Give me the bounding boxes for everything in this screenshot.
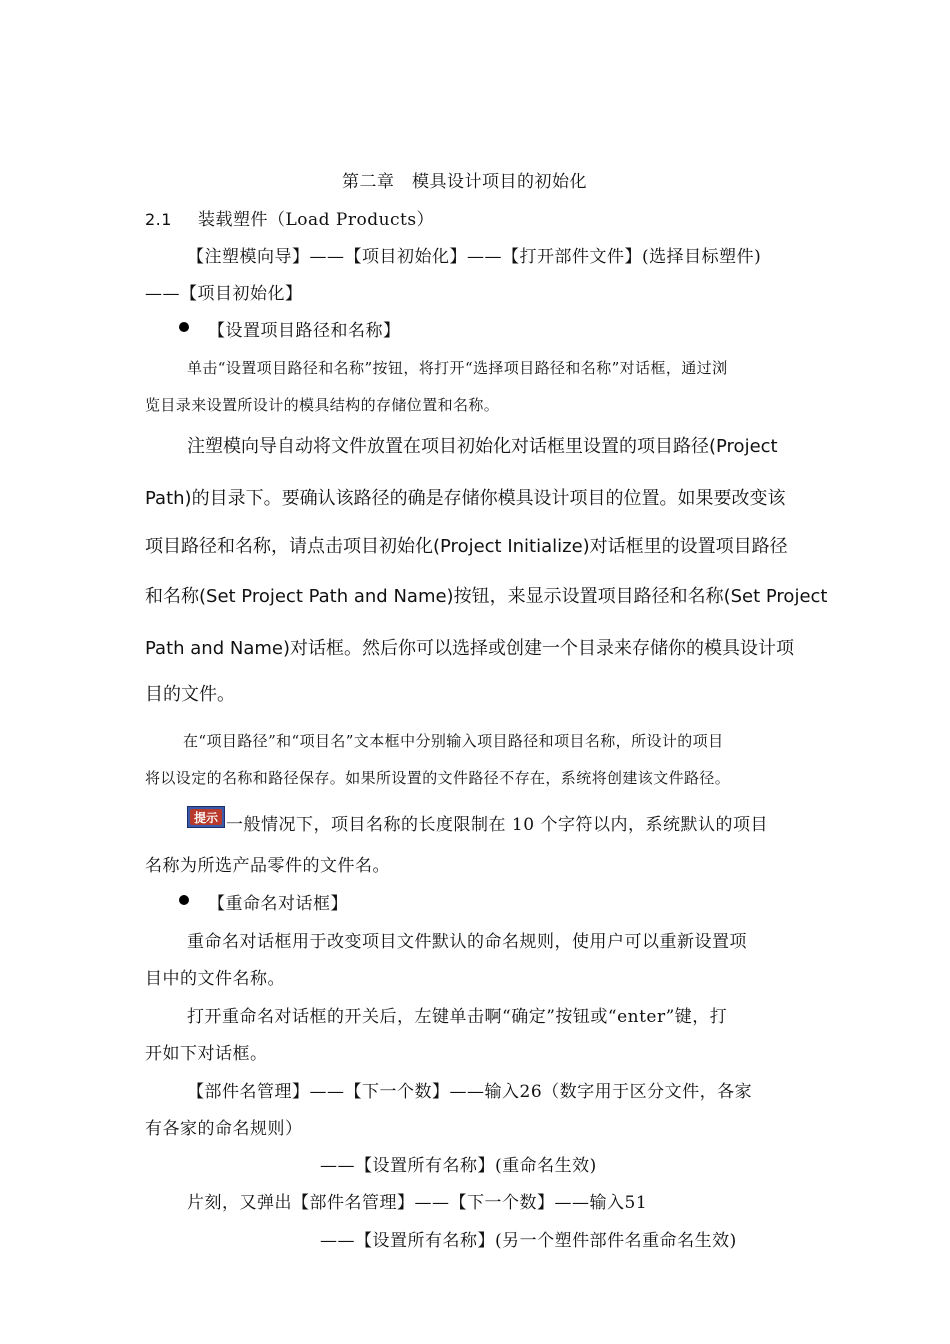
bold-paragraph-line: Path and Name)对话框。然后你可以选择或创建一个目录来存储你的模具设计项 (145, 638, 794, 659)
paragraph-line: 开如下对话框。 (145, 1044, 268, 1064)
section-number: 2.1 (145, 210, 172, 229)
paragraph-line: 将以设定的名称和路径保存。如果所设置的文件路径不存在，系统将创建该文件路径。 (145, 769, 731, 787)
paragraph-line: 单击“设置项目路径和名称”按钮，将打开“选择项目路径和名称”对话框，通过浏 (187, 359, 728, 377)
bullet-heading-set-path: 【设置项目路径和名称】 (208, 321, 401, 341)
paragraph-line: ——【设置所有名称】(重命名生效) (320, 1156, 597, 1176)
paragraph-line: 打开重命名对话框的开关后，左键单击啊“确定”按钮或“enter”键，打 (187, 1007, 728, 1027)
section-title: 装载塑件（Load Products） (197, 210, 435, 230)
section-heading (145, 205, 434, 230)
paragraph-line: 目中的文件名称。 (145, 969, 285, 989)
bullet-icon (179, 322, 189, 332)
menu-path-line-1: 【注塑模向导】——【项目初始化】——【打开部件文件】(选择目标塑件) (187, 247, 762, 267)
paragraph-line: 有各家的命名规则） (145, 1119, 303, 1139)
bold-paragraph-line: 和名称(Set Project Path and Name)按钮，来显示设置项目路径和名称(Set Project (145, 586, 828, 607)
bold-paragraph-line: 注塑模向导自动将文件放置在项目初始化对话框里设置的项目路径(Project (187, 436, 778, 457)
paragraph-line: 在“项目路径”和“项目名”文本框中分别输入项目路径和项目名称，所设计的项目 (183, 732, 724, 750)
bold-paragraph-line: 项目路径和名称，请点击项目初始化(Project Initialize)对话框里的设置项目路径 (145, 536, 788, 557)
menu-path-line-2: ——【项目初始化】 (145, 284, 303, 304)
tip-icon-label: 提示 (190, 809, 222, 825)
bullet-icon (179, 895, 189, 905)
bullet-heading-rename: 【重命名对话框】 (208, 894, 348, 914)
tip-text-line: 一般情况下，项目名称的长度限制在 10 个字符以内，系统默认的项目 (226, 815, 768, 835)
chapter-title: 第二章 模具设计项目的初始化 (342, 172, 587, 192)
bold-paragraph-line: Path)的目录下。要确认该路径的确是存储你模具设计项目的位置。如果要改变该 (145, 488, 786, 509)
bold-paragraph-line: 目的文件。 (145, 684, 235, 705)
paragraph-line: 片刻，又弹出【部件名管理】——【下一个数】——输入51 (187, 1193, 648, 1213)
paragraph-line: 【部件名管理】——【下一个数】——输入26（数字用于区分文件，各家 (187, 1082, 753, 1102)
tip-icon (187, 806, 225, 828)
paragraph-line: 览目录来设置所设计的模具结构的存储位置和名称。 (145, 396, 500, 414)
tip-text-line: 名称为所选产品零件的文件名。 (145, 856, 390, 876)
paragraph-line: ——【设置所有名称】(另一个塑件部件名重命名生效) (320, 1231, 737, 1251)
paragraph-line: 重命名对话框用于改变项目文件默认的命名规则，使用户可以重新设置项 (187, 932, 747, 952)
